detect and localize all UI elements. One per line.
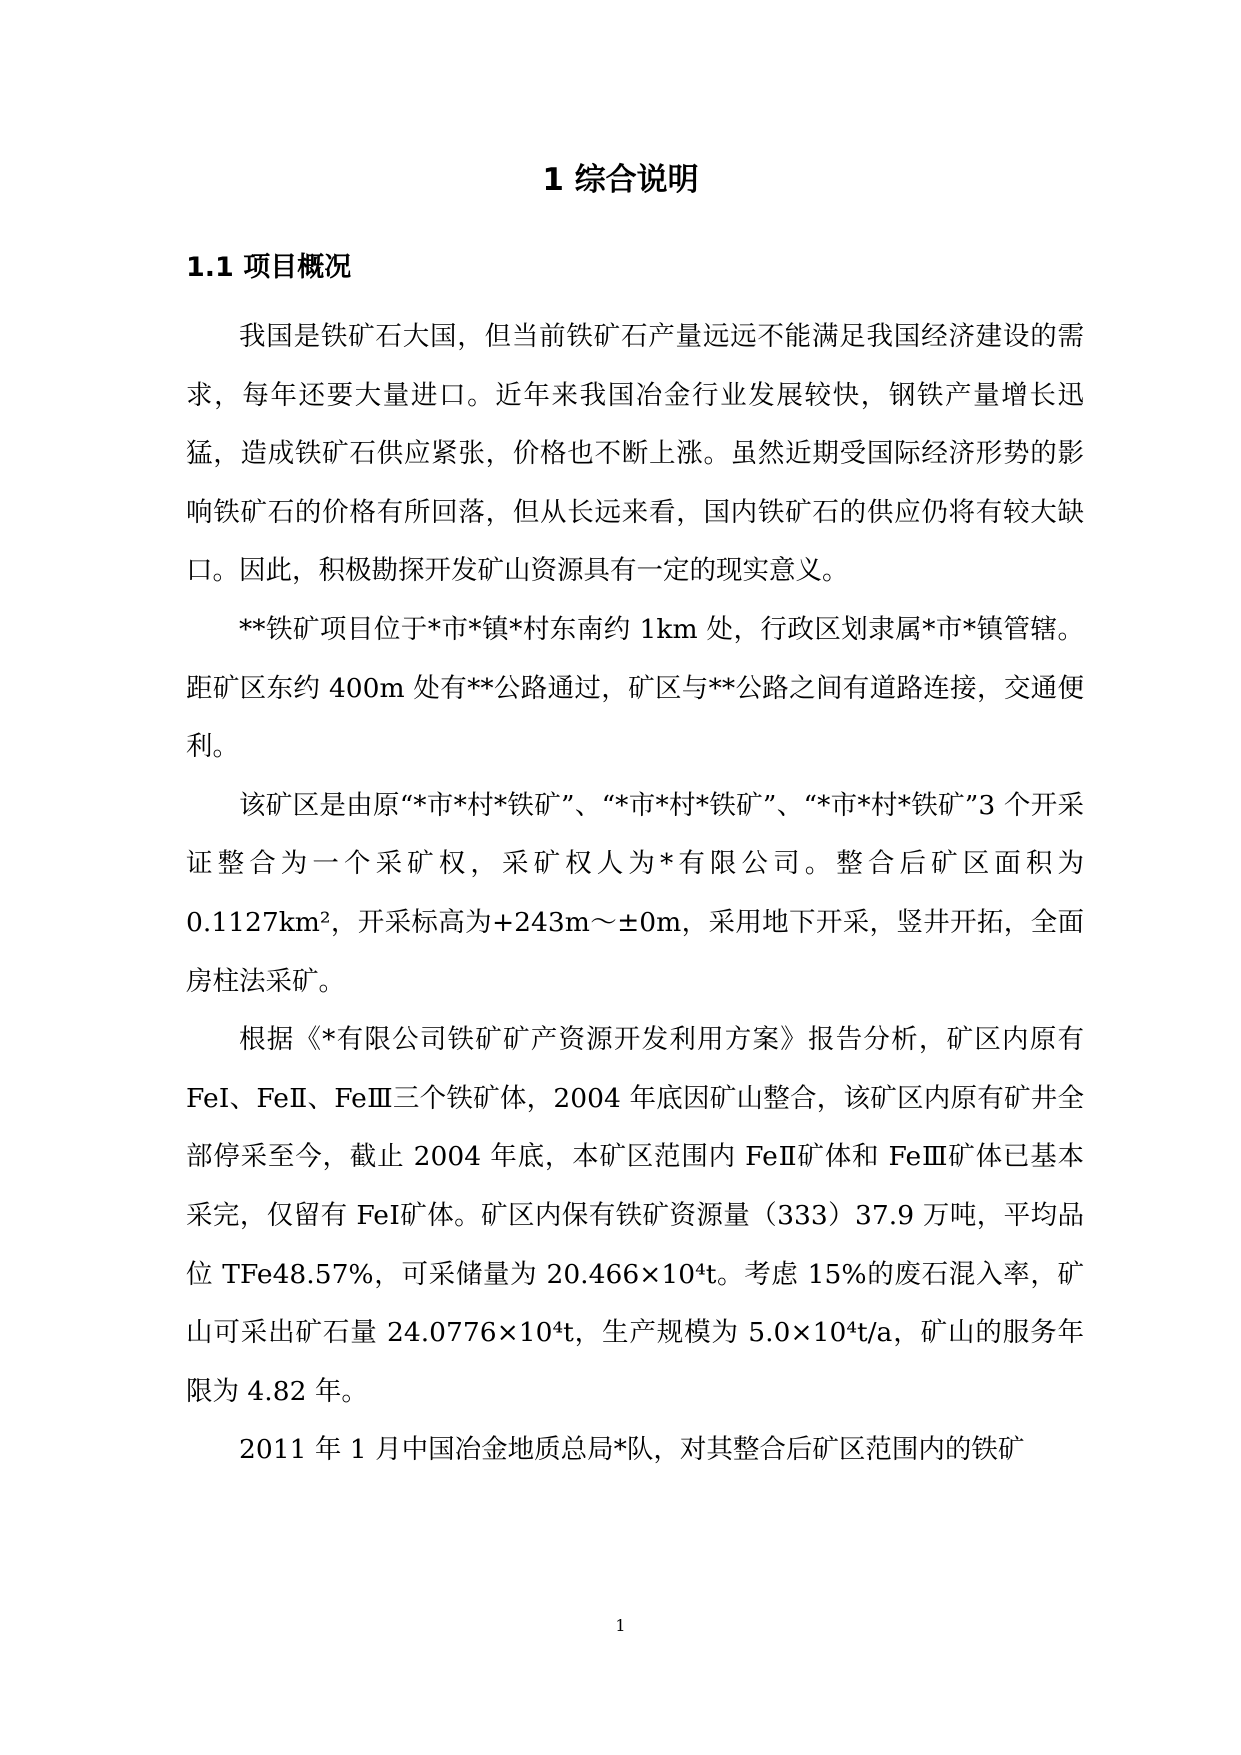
paragraph-resources: 根据《*有限公司铁矿矿产资源开发利用方案》报告分析，矿区内原有 FeⅠ、FeⅡ、FeⅢ三个铁矿体，2004 年底因矿山整合，该矿区内原有矿井全部停采至今，截止 2004 年底，本矿区范围内 FeⅡ矿体和 FeⅢ矿体已基本采完，仅留有 FeⅠ矿体。矿区内保有铁矿资源量（333）37.9 万吨，平均品位 TFe48.57%，可采储量为 20.466×10⁴t。考虑 15%的废石混入率，矿山可采出矿石量 24.0776×10⁴t，生产规模为 5.0×10⁴t/a，矿山的服务年限为 4.82 年。: [186, 1024, 1084, 1407]
page-number: 1: [615, 1616, 626, 1635]
chapter-title: 1 综合说明: [542, 162, 699, 198]
paragraph-consolidation: 该矿区是由原“*市*村*铁矿”、“*市*村*铁矿”、“*市*村*铁矿”3 个开采证整合为一个采矿权，采矿权人为*有限公司。整合后矿区面积为 0.1127km²，开采标高为+243m～±0m，采用地下开采，竖井开拓，全面房柱法采矿。: [186, 789, 1084, 997]
paragraph-overview: 我国是铁矿石大国，但当前铁矿石产量远远不能满足我国经济建设的需求，每年还要大量进口。近年来我国冶金行业发展较快，钢铁产量增长迅猛，造成铁矿石供应紧张，价格也不断上涨。虽然近期受国际经济形势的影响铁矿石的价格有所回落，但从长远来看，国内铁矿石的供应仍将有较大缺口。因此，积极勘探开发矿山资源具有一定的现实意义。: [186, 321, 1084, 587]
body-text: [186, 308, 1084, 1480]
section-title: 1.1 项目概况: [186, 252, 352, 283]
paragraph-location: **铁矿项目位于*市*镇*村东南约 1km 处，行政区划隶属*市*镇管辖。距矿区东约 400m 处有**公路通过，矿区与**公路之间有道路连接，交通便利。: [186, 613, 1084, 763]
paragraph-survey: 2011 年 1 月中国冶金地质总局*队，对其整合后矿区范围内的铁矿: [239, 1434, 1025, 1466]
